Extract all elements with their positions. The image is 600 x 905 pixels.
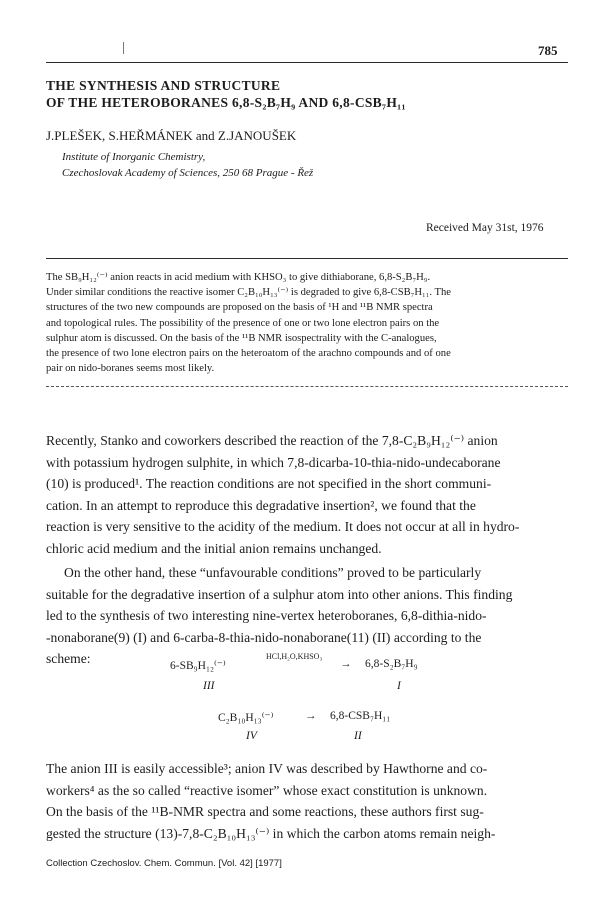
journal-footer: Collection Czechoslov. Chem. Commun. [Vol. 42] [1977] [46,858,282,869]
abstract-bottom-rule [46,386,568,387]
header-tick-mark [123,42,124,54]
scheme-label-II: II [354,730,362,742]
body-line: chloric acid medium and the initial anion remains unchanged. [46,540,382,556]
body-line: (10) is produced¹. The reaction conditions are not specified in the short communi- [46,476,492,492]
abstract-line: The SB₉H₁₂⁽⁻⁾ anion reacts in acid medium with KHSO₃ to give dithiaborane, 6,8-S₂B₇H₉. [46,272,431,283]
header-rule [46,62,568,63]
body-line: workers⁴ as the so called “reactive isomer” whose exact constitution is unknown. [46,782,488,798]
abstract-line: Under similar conditions the reactive isomer C₂B₁₀H₁₃⁽⁻⁾ is degraded to give 6,8-CSB₇H₁₁. The [46,287,451,299]
abstract-line: sulphur atom is discussed. On the basis of the ¹¹B NMR isospectrality with the C-analogues, [46,332,437,344]
body-line: On the basis of the ¹¹B-NMR spectra and some reactions, these authors first sug- [46,804,484,820]
body-line: cation. In an attempt to reproduce this degradative insertion², we found that the [46,497,476,513]
affiliation-line-1: Institute of Inorganic Chemistry, [62,151,206,163]
received-date: Received May 31st, 1976 [426,222,544,234]
affiliation-line-2: Czechoslovak Academy of Sciences, 250 68 Prague - Řež [62,167,314,179]
body-line: Recently, Stanko and coworkers described the reaction of the 7,8-C₂B₉H₁₂⁽⁻⁾ anion [46,433,498,448]
scheme-label-IV: IV [246,730,257,742]
abstract-line: and topological rules. The possibility of the presence of one or two lone electron pairs on the [46,317,440,329]
abstract-top-rule [46,258,568,259]
body-line: reaction is very sensitive to the acidity of the medium. It does not occur at all in hydro- [46,519,520,535]
body-line: led to the synthesis of two interesting nine-vertex heteroboranes, 6,8-dithia-nido- [46,608,487,624]
body-line: with potassium hydrogen sulphite, in which 7,8-dicarba-10-thia-nido-undecaborane [46,454,501,470]
article-title-line-2: OF THE HETEROBORANES 6,8-S₂B₇H₉ AND 6,8-CSB₇H₁₁ [46,95,406,110]
abstract-line: pair on nido-boranes seems most likely. [46,363,215,375]
scheme-label-III: III [203,680,215,692]
scheme-conditions: HCl,H₂O,KHSO₃ [266,652,323,661]
body-paragraph-1 [46,430,568,560]
scheme-label-I: I [397,680,401,692]
body-line: The anion III is easily accessible³; anion IV was described by Hawthorne and co- [46,761,488,776]
scheme-product-1: 6,8-S₂B₇H₉ [365,658,418,670]
body-line: -nonaborane(9) (I) and 6-carba-8-thia-nido-nonaborane(11) (II) according to the [46,629,482,645]
scheme-arrow-2: → [305,710,317,722]
scheme-reactant-1: 6-SB₉H₁₂⁽⁻⁾ [170,660,226,672]
body-line: scheme: [46,651,91,667]
author-list: J.PLEŠEK, S.HEŘMÁNEK and Z.JANOUŠEK [46,128,297,143]
scheme-product-2: 6,8-CSB₇H₁₁ [330,710,391,722]
abstract-line: the presence of two lone electron pairs on the heteroatom of the arachno compounds and of one [46,348,451,360]
body-line: On the other hand, these “unfavourable conditions” proved to be particularly [64,565,482,580]
body-line: suitable for the degradative insertion of a sulphur atom into other anions. This finding [46,586,513,602]
scheme-arrow-1: → [340,658,352,670]
body-paragraph-3 [46,758,568,844]
article-title-line-1: THE SYNTHESIS AND STRUCTURE [46,78,281,93]
scheme-reactant-2: C₂B₁₀H₁₃⁽⁻⁾ [218,712,274,724]
abstract [46,270,566,376]
body-line: gested the structure (13)-7,8-C₂B₁₀H₁₃⁽⁻⁾ in which the carbon atoms remain neigh- [46,825,496,841]
abstract-line: structures of the two new compounds are proposed on the basis of ¹H and ¹¹B NMR spectra [46,302,433,314]
page-number: 785 [538,43,558,58]
